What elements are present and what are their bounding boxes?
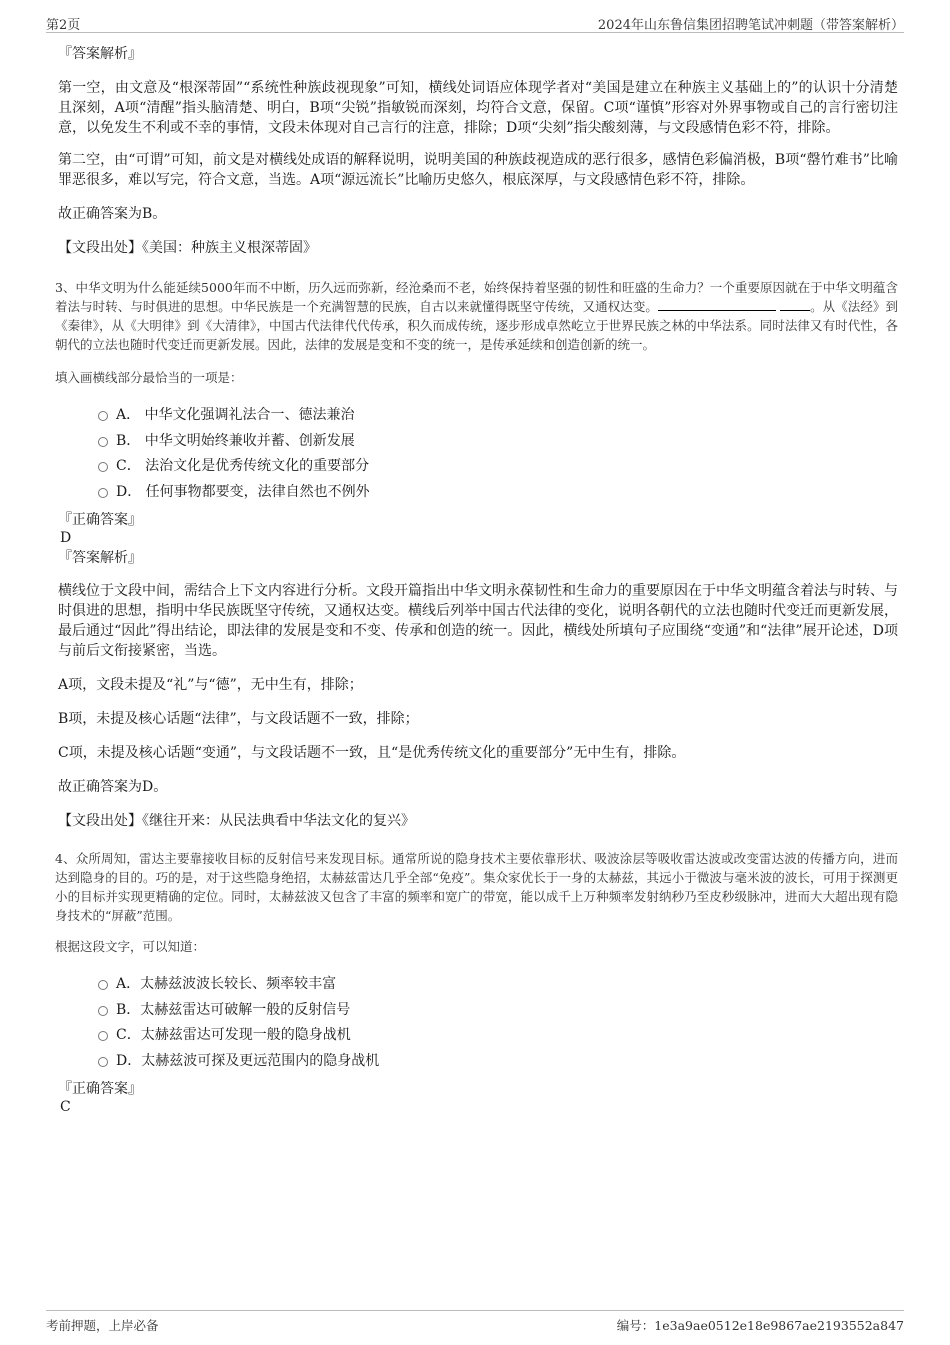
option-label: D． 任何事物都要变，法律自然也不例外 bbox=[116, 483, 370, 500]
document-id: 编号：1e3a9ae0512e18e9867ae2193552a847 bbox=[616, 1318, 904, 1333]
analysis-paragraph: B项，未提及核心话题“法律”，与文段话题不一致，排除； bbox=[58, 711, 419, 727]
radio-icon[interactable] bbox=[98, 1006, 108, 1016]
option-c[interactable] bbox=[98, 454, 898, 480]
option-d[interactable] bbox=[98, 480, 898, 506]
options-list bbox=[98, 403, 898, 505]
option-label: B．太赫兹雷达可破解一般的反射信号 bbox=[116, 1001, 351, 1018]
question-3 bbox=[55, 278, 898, 387]
correct-answer-tag: 『正确答案』 bbox=[58, 1081, 142, 1097]
analysis-paragraph: A项，文段未提及“礼”与“德”，无中生有，排除； bbox=[58, 677, 363, 693]
page-header bbox=[46, 12, 904, 33]
radio-icon[interactable] bbox=[98, 411, 108, 421]
document-title: 2024年山东鲁信集团招聘笔试冲刺题（带答案解析） bbox=[597, 18, 904, 33]
radio-icon[interactable] bbox=[98, 437, 108, 447]
main-content bbox=[55, 44, 898, 1116]
option-d[interactable] bbox=[98, 1049, 898, 1075]
source-citation: 【文段出处】《继往开来：从民法典看中华法文化的复兴》 bbox=[58, 813, 415, 829]
option-label: C． 法治文化是优秀传统文化的重要部分 bbox=[116, 458, 370, 474]
analysis-tag: 『答案解析』 bbox=[58, 550, 142, 566]
option-a[interactable] bbox=[98, 972, 898, 998]
footer-slogan: 考前押题，上岸必备 bbox=[46, 1318, 159, 1333]
question-text bbox=[55, 278, 898, 354]
question-prompt: 根据这段文字，可以知道： bbox=[55, 939, 206, 954]
option-label: D．太赫兹波可探及更远范围内的隐身战机 bbox=[116, 1052, 380, 1069]
question-text-part: 3、中华文明为什么能延续5000年而不中断，历久远而弥新，经沧桑而不老，始终保持着坚强的韧性和旺盛的生命力？一个重要原因就在于中华文明蕴含着法与时转、与时俱进的思想。中华民族是一个充满智慧的民族，自古以来就懂得既坚守传统，又通权达变。 bbox=[55, 280, 898, 314]
analysis-paragraph: 横线位于文段中间，需结合上下文内容进行分析。文段开篇指出中华文明永葆韧性和生命力的重要原因在于中华文明蕴含着法与时转、与时俱进的思想，指明中华民族既坚守传统，又通权达变。横线后列举中国古代法律的变化，说明各朝代的立法也随时代变迁而更新发展，最后通过“因此”得出结论，即法律的发展是变和不变、传承和创造的统一。因此，横线处所填句子应围绕“变通”和“法律”展开论述，D项与前后文衔接紧密，当选。 bbox=[58, 583, 898, 659]
question-prompt: 填入画横线部分最恰当的一项是： bbox=[55, 370, 243, 385]
option-label: A． 中华文化强调礼法合一、德法兼治 bbox=[116, 407, 355, 423]
correct-answer: C bbox=[60, 1099, 71, 1115]
correct-answer-tag: 『正确答案』 bbox=[58, 512, 142, 528]
answer-conclusion: 故正确答案为B。 bbox=[58, 206, 167, 222]
question-text-part: 。从《法经》到《秦律》，从《大明律》到《大清律》，中国古代法律代代传承，积久而成传统，逐步形成卓然屹立于世界民族之林的中华法系。同时法律又有时代性，各朝代的立法也随时代变迁而更新发展。因此，法律的发展是变和不变的统一，是传承延续和创造创新的统一。 bbox=[55, 299, 898, 352]
option-a[interactable] bbox=[98, 403, 898, 429]
analysis-paragraph: 第二空，由“可谓”可知，前文是对横线处成语的解释说明，说明美国的种族歧视造成的恶行很多，感情色彩偏消极，B项“罄竹难书”比喻罪恶很多，难以写完，符合文意，当选。A项“源远流长”比喻历史悠久，根底深厚，与文段感情色彩不符，排除。 bbox=[58, 152, 898, 188]
answer-blank bbox=[780, 298, 810, 311]
answer-conclusion: 故正确答案为D。 bbox=[58, 779, 168, 795]
analysis-paragraph: C项，未提及核心话题“变通”，与文段话题不一致，且“是优秀传统文化的重要部分”无中生有，排除。 bbox=[58, 745, 686, 761]
correct-answer: D bbox=[60, 530, 72, 546]
options-list bbox=[98, 972, 898, 1074]
option-b[interactable] bbox=[98, 998, 898, 1024]
question-4 bbox=[55, 849, 898, 956]
radio-icon[interactable] bbox=[98, 980, 108, 990]
option-label: B． 中华文明始终兼收并蓄、创新发展 bbox=[116, 432, 355, 449]
radio-icon[interactable] bbox=[98, 1031, 108, 1041]
radio-icon[interactable] bbox=[98, 1057, 108, 1067]
radio-icon[interactable] bbox=[98, 488, 108, 498]
page-footer bbox=[46, 1310, 904, 1335]
option-label: C．太赫兹雷达可发现一般的隐身战机 bbox=[116, 1027, 351, 1043]
analysis-paragraph: 第一空，由文意及“根深蒂固”“系统性种族歧视现象”可知，横线处词语应体现学者对“美国是建立在种族主义基础上的”的认识十分清楚且深刻，A项“清醒”指头脑清楚、明白，B项“尖锐”指敏锐而深刻，均符合文意，保留。C项“谨慎”形容对外界事物或自己的言行密切注意，以免发生不利或不幸的事情，文段未体现对自己言行的注意，排除；D项“尖刻”指尖酸刻薄，与文段感情色彩不符，排除。 bbox=[58, 80, 898, 136]
option-b[interactable] bbox=[98, 429, 898, 455]
analysis-tag: 『答案解析』 bbox=[58, 46, 142, 62]
question-text: 4、众所周知，雷达主要靠接收目标的反射信号来发现目标。通常所说的隐身技术主要依靠形状、吸波涂层等吸收雷达波或改变雷达波的传播方向，进而达到隐身的目的。巧的是，对于这些隐身绝招，太赫兹雷达几乎全部“免疫”。集众家优长于一身的太赫兹，其远小于微波与毫米波的波长，可用于探测更小的目标并实现更精确的定位。同时，太赫兹波又包含了丰富的频率和宽广的带宽，能以成千上万种频率发射纳秒乃至皮秒级脉冲，进而大大超出现有隐身技术的“屏蔽”范围。 bbox=[55, 851, 898, 923]
option-label: A．太赫兹波波长较长、频率较丰富 bbox=[116, 976, 337, 992]
radio-icon[interactable] bbox=[98, 462, 108, 472]
source-citation: 【文段出处】《美国：种族主义根深蒂固》 bbox=[58, 240, 317, 256]
answer-blank bbox=[658, 298, 776, 311]
page-number: 第2页 bbox=[46, 18, 81, 33]
option-c[interactable] bbox=[98, 1023, 898, 1049]
